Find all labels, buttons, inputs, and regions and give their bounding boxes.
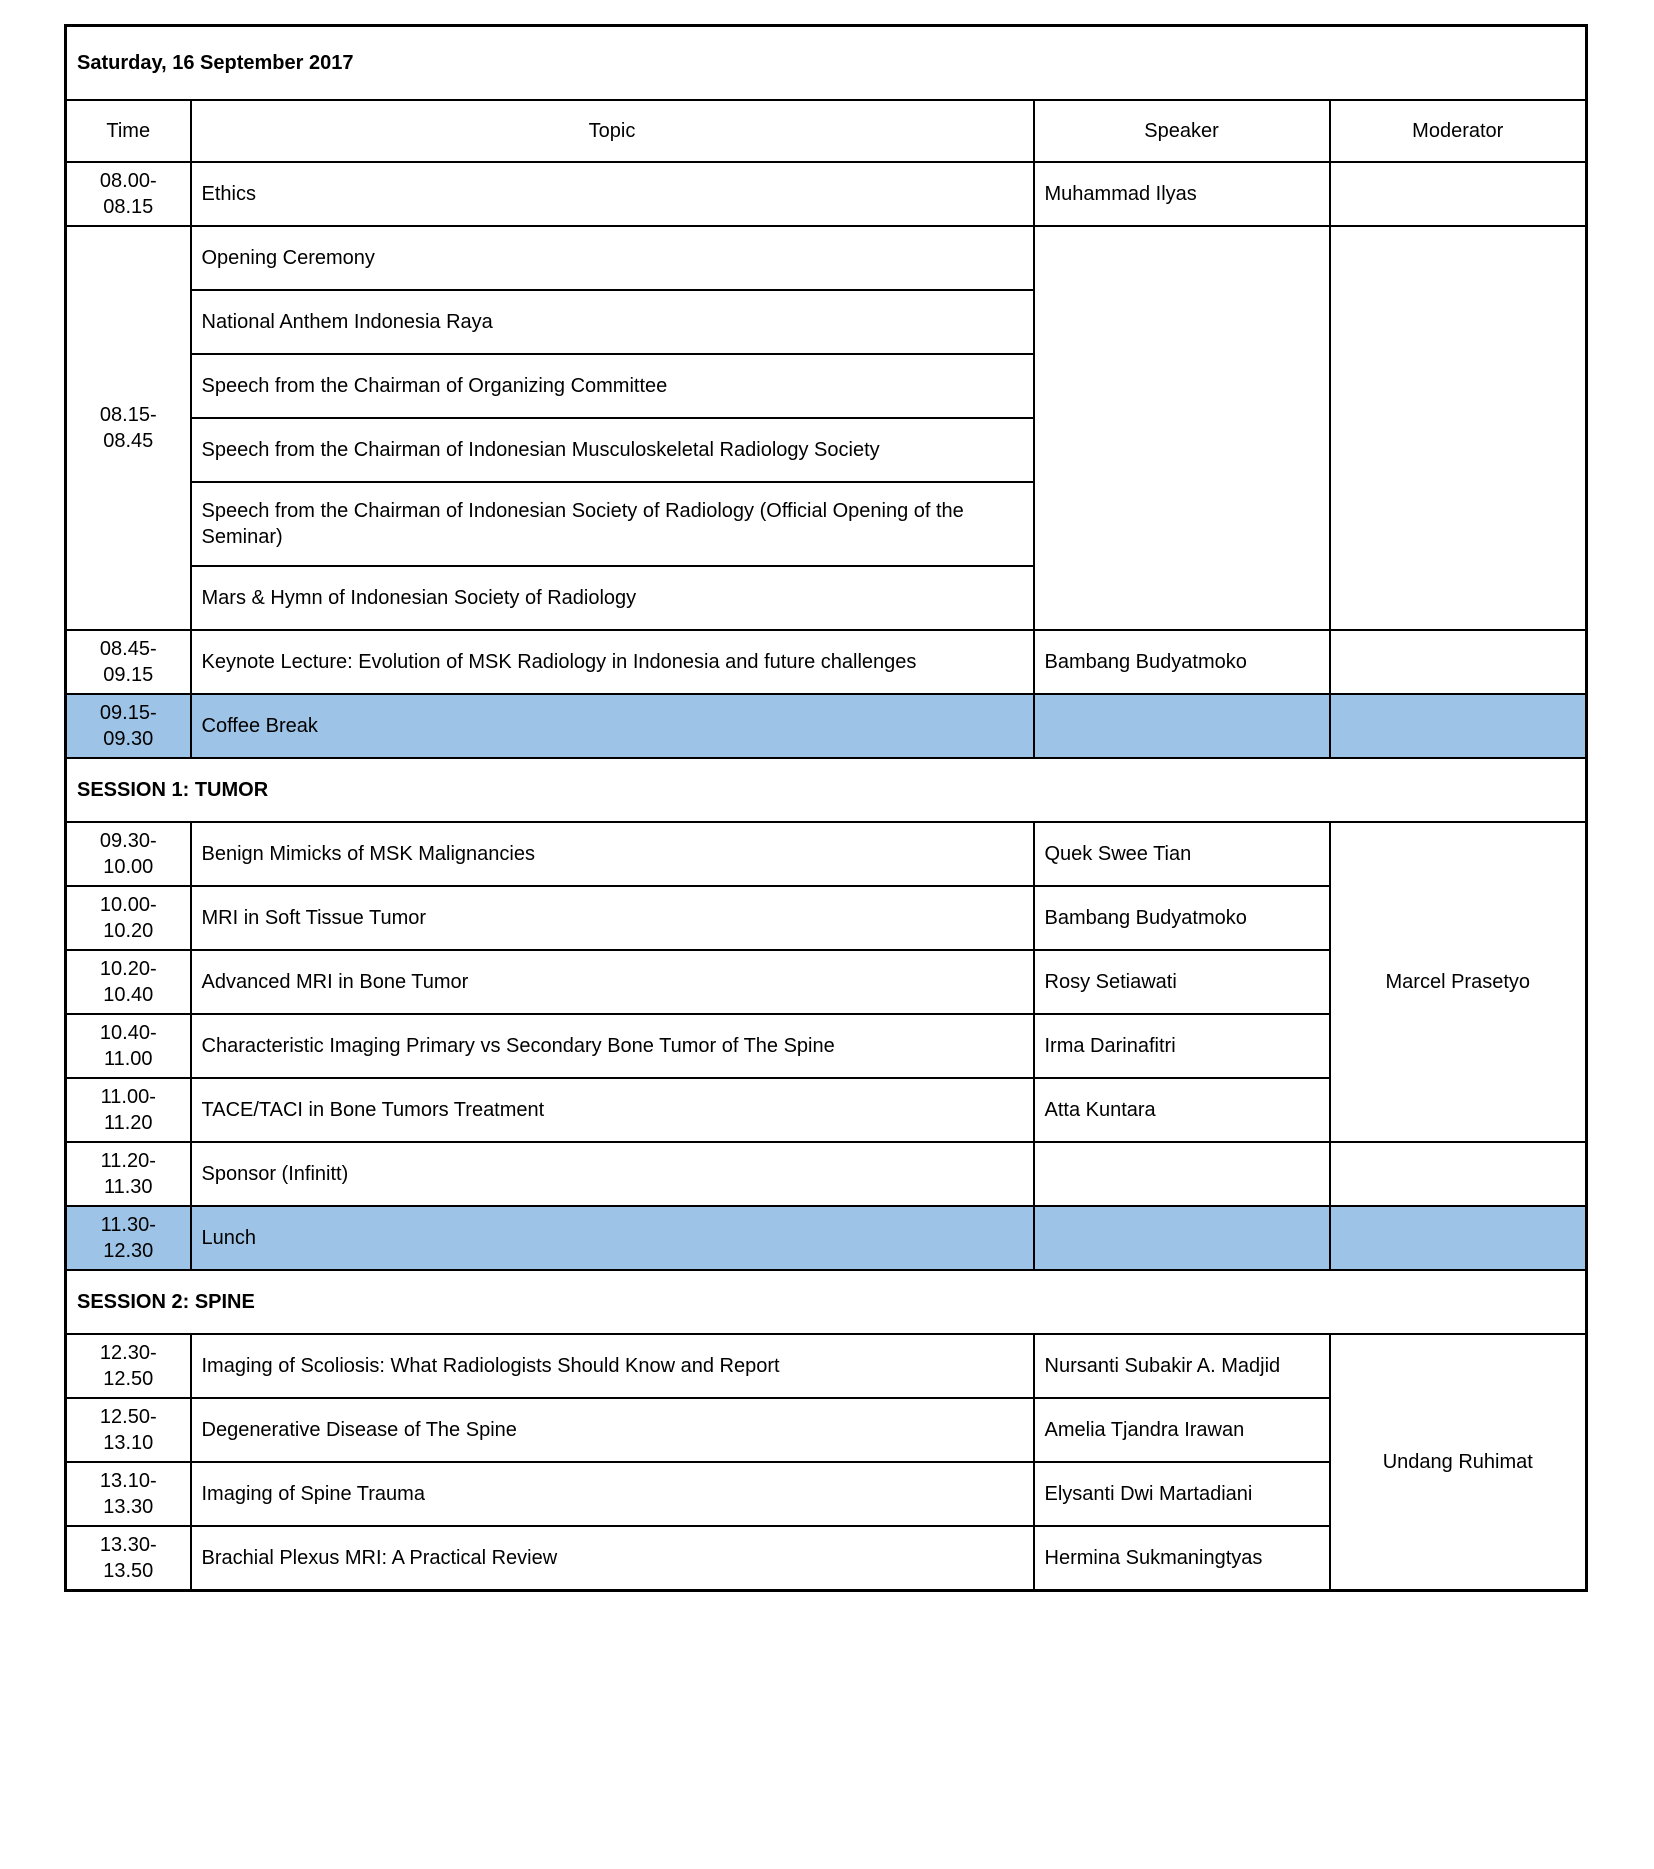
- row-time: 09.15-09.30: [66, 694, 191, 758]
- row-speaker: Atta Kuntara: [1034, 1078, 1330, 1142]
- row-speaker: Hermina Sukmaningtyas: [1034, 1526, 1330, 1590]
- column-header-row: [66, 100, 1587, 162]
- row-topic: Coffee Break: [191, 694, 1034, 758]
- row-topic: Mars & Hymn of Indonesian Society of Radiology: [191, 566, 1034, 630]
- row-topic: Speech from the Chairman of Indonesian Society of Radiology (Official Opening of the Seminar): [191, 482, 1034, 566]
- table-row: [66, 822, 1587, 886]
- row-speaker: Amelia Tjandra Irawan: [1034, 1398, 1330, 1462]
- row-time: 10.00-10.20: [66, 886, 191, 950]
- column-header-speaker: Speaker: [1034, 100, 1330, 162]
- row-time: 08.15-08.45: [66, 226, 191, 630]
- row-speaker: Bambang Budyatmoko: [1034, 886, 1330, 950]
- row-time: 08.45-09.15: [66, 630, 191, 694]
- row-topic: Ethics: [191, 162, 1034, 226]
- row-time: 13.30-13.50: [66, 1526, 191, 1590]
- row-time: 11.00-11.20: [66, 1078, 191, 1142]
- session-header-row: [66, 1270, 1587, 1334]
- row-moderator: [1330, 630, 1587, 694]
- row-topic: National Anthem Indonesia Raya: [191, 290, 1034, 354]
- session-2-header: SESSION 2: SPINE: [66, 1270, 1587, 1334]
- row-moderator: [1330, 1206, 1587, 1270]
- row-speaker: [1034, 1142, 1330, 1206]
- row-time: 11.20-11.30: [66, 1142, 191, 1206]
- row-speaker: [1034, 1206, 1330, 1270]
- column-header-topic: Topic: [191, 100, 1034, 162]
- row-time: 08.00-08.15: [66, 162, 191, 226]
- row-topic: Sponsor (Infinitt): [191, 1142, 1034, 1206]
- row-topic: Imaging of Scoliosis: What Radiologists Should Know and Report: [191, 1334, 1034, 1398]
- row-time: 12.50-13.10: [66, 1398, 191, 1462]
- row-time: 09.30-10.00: [66, 822, 191, 886]
- row-speaker: Rosy Setiawati: [1034, 950, 1330, 1014]
- table-row-break: [66, 1206, 1587, 1270]
- row-moderator: Undang Ruhimat: [1330, 1334, 1587, 1590]
- row-moderator: [1330, 162, 1587, 226]
- table-row: [66, 226, 1587, 290]
- column-header-time: Time: [66, 100, 191, 162]
- seminar-schedule-table: [64, 24, 1588, 1592]
- row-moderator: [1330, 1142, 1587, 1206]
- row-speaker: Bambang Budyatmoko: [1034, 630, 1330, 694]
- row-speaker: Quek Swee Tian: [1034, 822, 1330, 886]
- session-header-row: [66, 758, 1587, 822]
- row-topic: Keynote Lecture: Evolution of MSK Radiology in Indonesia and future challenges: [191, 630, 1034, 694]
- session-1-header: SESSION 1: TUMOR: [66, 758, 1587, 822]
- row-moderator: Marcel Prasetyo: [1330, 822, 1587, 1142]
- row-topic: Speech from the Chairman of Indonesian Musculoskeletal Radiology Society: [191, 418, 1034, 482]
- row-topic: MRI in Soft Tissue Tumor: [191, 886, 1034, 950]
- column-header-moderator: Moderator: [1330, 100, 1587, 162]
- table-row: [66, 630, 1587, 694]
- row-speaker: Irma Darinafitri: [1034, 1014, 1330, 1078]
- row-speaker: Nursanti Subakir A. Madjid: [1034, 1334, 1330, 1398]
- row-speaker: Elysanti Dwi Martadiani: [1034, 1462, 1330, 1526]
- table-row: [66, 162, 1587, 226]
- row-topic: Characteristic Imaging Primary vs Secondary Bone Tumor of The Spine: [191, 1014, 1034, 1078]
- row-moderator: [1330, 226, 1587, 630]
- row-speaker: Muhammad Ilyas: [1034, 162, 1330, 226]
- schedule-date-title: Saturday, 16 September 2017: [66, 26, 1587, 101]
- row-topic: TACE/TACI in Bone Tumors Treatment: [191, 1078, 1034, 1142]
- row-topic: Lunch: [191, 1206, 1034, 1270]
- row-time: 13.10-13.30: [66, 1462, 191, 1526]
- row-time: 10.40-11.00: [66, 1014, 191, 1078]
- row-moderator: [1330, 694, 1587, 758]
- row-speaker: [1034, 694, 1330, 758]
- table-row-break: [66, 694, 1587, 758]
- row-topic: Imaging of Spine Trauma: [191, 1462, 1034, 1526]
- row-time: 10.20-10.40: [66, 950, 191, 1014]
- row-topic: Benign Mimicks of MSK Malignancies: [191, 822, 1034, 886]
- table-row: [66, 1334, 1587, 1398]
- row-topic: Advanced MRI in Bone Tumor: [191, 950, 1034, 1014]
- row-time: 11.30-12.30: [66, 1206, 191, 1270]
- table-row: [66, 1142, 1587, 1206]
- row-speaker: [1034, 226, 1330, 630]
- row-topic: Opening Ceremony: [191, 226, 1034, 290]
- title-banner-row: [66, 26, 1587, 101]
- row-time: 12.30-12.50: [66, 1334, 191, 1398]
- row-topic: Degenerative Disease of The Spine: [191, 1398, 1034, 1462]
- row-topic: Speech from the Chairman of Organizing Committee: [191, 354, 1034, 418]
- row-topic: Brachial Plexus MRI: A Practical Review: [191, 1526, 1034, 1590]
